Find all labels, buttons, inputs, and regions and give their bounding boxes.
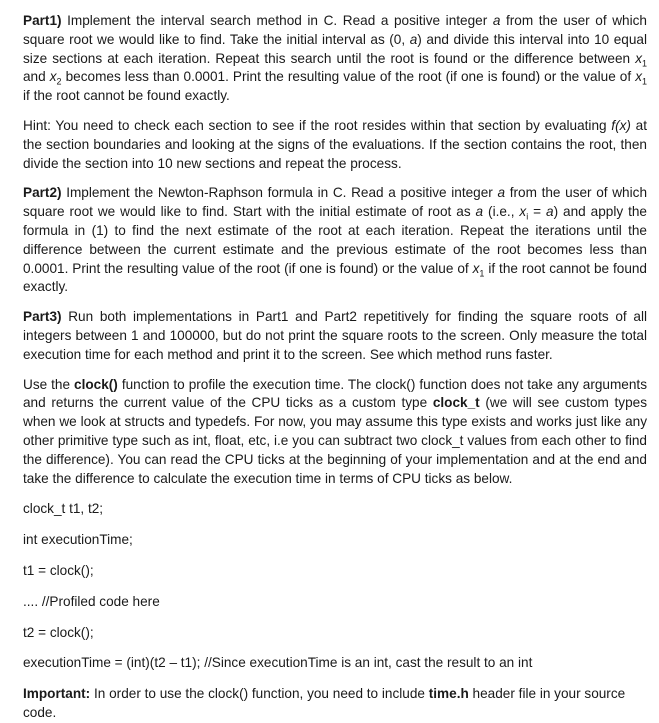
clock-t-keyword: clock_t <box>432 395 480 411</box>
part1-paragraph <box>23 12 647 106</box>
important-label: Important: <box>23 686 91 702</box>
text: Run both implementations in Part1 and Part2 repetitively for finding the square roots of all integers between 1 and 100000, but do not print the square roots to the screen. Only measure the total execution time for each method and print it to the screen. See which method runs faster. <box>23 309 647 362</box>
subscript: 2 <box>56 77 62 88</box>
clock-keyword: clock() <box>74 376 118 392</box>
text: if the root cannot be found exactly. <box>23 260 647 295</box>
text: = <box>528 204 547 220</box>
part3-label: Part3) <box>23 309 62 325</box>
var-a: a <box>492 13 501 28</box>
text: header file in your source code. <box>23 686 626 720</box>
var-a: a <box>409 31 418 47</box>
func-fx: f(x) <box>611 117 631 133</box>
var-x: x <box>635 50 642 66</box>
text: ) and apply the formula in (1) to find the next estimate of the root at each iteration. Repeat the iterations until the difference between the current estimate and the previous estimate of the root becomes less than 0.0001. Print the resulting value of the root (if one is found) or the value of <box>23 204 647 276</box>
var-a: a <box>497 185 506 201</box>
code-line-5: t2 = clock(); <box>23 624 94 640</box>
var-a: a <box>546 204 554 220</box>
subscript: 1 <box>479 268 485 279</box>
text: function to profile the execution time. The clock() function does not take any arguments and returns the current value of the CPU ticks as a custom type <box>23 376 647 411</box>
part2-paragraph <box>23 184 647 297</box>
subscript: i <box>526 211 529 222</box>
code-line-1: clock_t t1, t2; <box>23 501 104 517</box>
var-x: x <box>519 204 527 220</box>
timeh-keyword: time.h <box>428 686 469 702</box>
code-line-2: int executionTime; <box>23 532 133 548</box>
code-line-4: .... //Profiled code here <box>23 593 160 609</box>
part2-label: Part2) <box>23 185 62 201</box>
subscript: 1 <box>641 77 647 88</box>
text: Hint: You need to check each section to see if the root resides within that section by evaluating <box>23 117 612 133</box>
text: Implement the Newton-Raphson formula in C. Read a positive integer <box>61 185 498 201</box>
clock-paragraph <box>23 376 647 489</box>
text: In order to use the clock() function, you need to include <box>90 686 429 702</box>
code-line-6: executionTime = (int)(t2 – t1); //Since executionTime is an int, cast the result to an int <box>23 655 533 671</box>
var-x: x <box>49 69 57 85</box>
text: Use the <box>23 376 75 392</box>
var-x: x <box>472 260 480 276</box>
var-a: a <box>475 204 484 220</box>
text: ) and divide this interval into 10 equal size sections at each iteration. Repeat this search until the root is found or the difference between <box>23 31 648 66</box>
part1-label: Part1) <box>23 13 62 28</box>
text: from the user of which square root we would like to find. Take the initial interval as (0, <box>23 13 647 47</box>
text: at the section boundaries and looking at the signs of the evaluations. If the section contains the root, then divide the section into 10 new sections and repeat the process. <box>23 117 647 171</box>
text: becomes less than 0.0001. Print the resulting value of the root (if one is found) or the value of <box>61 69 636 85</box>
text: if the root cannot be found exactly. <box>23 88 230 104</box>
text: from the user of which square root we would like to find. Start with the initial estimate of root as <box>23 185 647 220</box>
text: Implement the interval search method in C. Read a positive integer <box>61 13 493 28</box>
text: (we will see custom types when we look at structs and typedefs. For now, you may assume this type exists and works just like any other primitive type such as int, float, etc, i.e you can subtract two clock_t values from each other to find the difference). You can read the CPU ticks at the beginning of your implementation and at the end and take the difference to calculate the execution time in terms of CPU ticks as below. <box>23 395 647 486</box>
part3-paragraph <box>23 308 647 364</box>
code-line-3: t1 = clock(); <box>23 562 94 578</box>
important-paragraph <box>23 685 647 723</box>
var-x: x <box>635 69 642 85</box>
hint-paragraph <box>23 117 647 173</box>
text: and <box>23 69 50 85</box>
text: (i.e., <box>483 204 520 220</box>
subscript: 1 <box>641 58 647 69</box>
